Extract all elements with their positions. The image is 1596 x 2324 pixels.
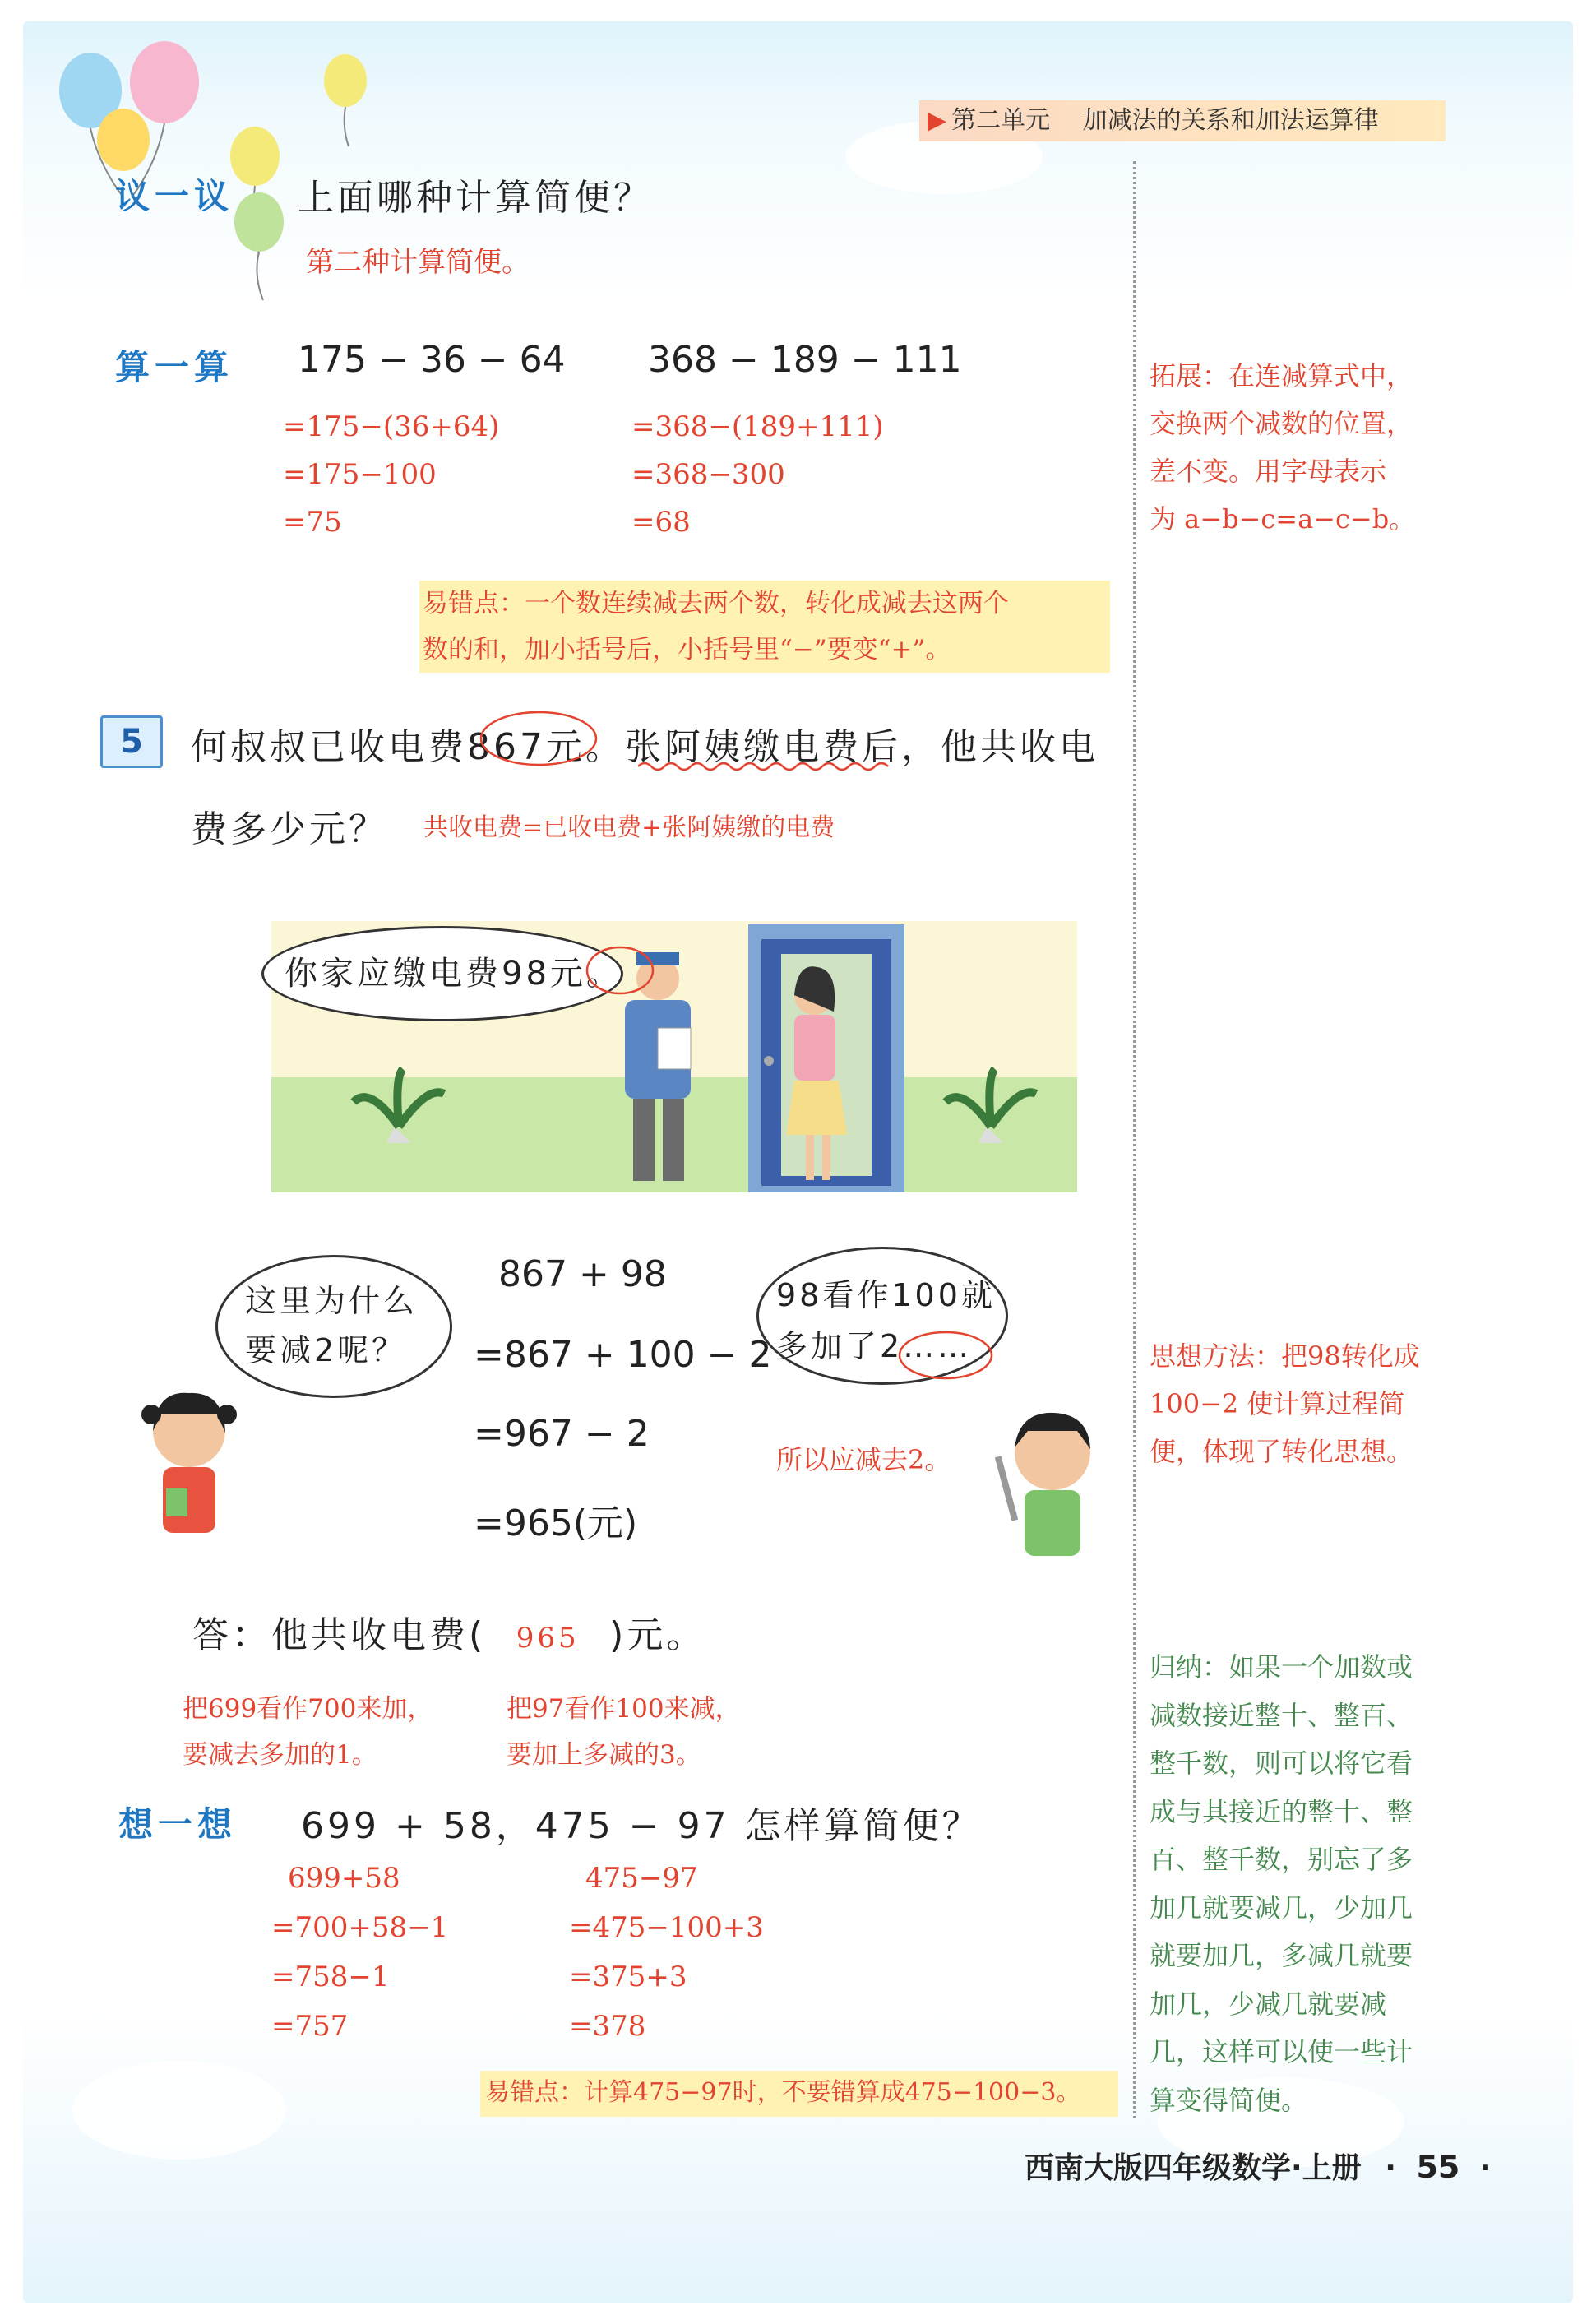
yellow-balloon-decoration [321, 49, 370, 148]
answer-line [192, 1605, 705, 1658]
note-line: 拓展：在连减算式中， [1150, 360, 1413, 391]
answer-prefix: 答：他共收电费( [192, 1614, 487, 1656]
work-line: 699+58 [288, 1862, 400, 1895]
think-note-2 [507, 1686, 741, 1778]
work-line: =758−1 [271, 1961, 390, 1993]
note-line: 成与其接近的整十、整 [1150, 1795, 1413, 1827]
speech-line: 多加了2…… [776, 1328, 973, 1364]
calc-work-2 [631, 403, 884, 546]
circled-value-mark [585, 937, 659, 1003]
note-line: 交换两个减数的位置， [1150, 408, 1413, 439]
note-line: 把97看作100来减， [507, 1694, 741, 1724]
girl-figure [132, 1382, 247, 1546]
calc-label: 算一算 [115, 347, 234, 387]
circled-value-mark [896, 1327, 995, 1385]
margin-divider [1133, 161, 1136, 2118]
circled-value-mark [477, 707, 600, 773]
work-line: =368−300 [631, 458, 785, 491]
calc-expr-1: 175 − 36 − 64 [298, 339, 566, 381]
note-line: 几，这样可以使一些计 [1150, 2036, 1413, 2067]
speech-line: 这里为什么 [245, 1283, 419, 1319]
think-question: 699 + 58，475 − 97 怎样算简便？ [301, 1805, 982, 1847]
answer-value: 965 [516, 1622, 580, 1655]
problem-text-line-2: 费多少元？ [191, 808, 388, 850]
work-line: =175−(36+64) [283, 410, 500, 443]
note-line: 百、整千数，别忘了多 [1150, 1844, 1413, 1875]
work-line: =700+58−1 [271, 1911, 449, 1944]
problem-hint: 共收电费=已收电费+张阿姨缴的电费 [423, 813, 835, 842]
green-balloon-decoration [230, 189, 288, 304]
side-note-expand [1150, 352, 1415, 543]
note-line: 算变得简便。 [1150, 2084, 1308, 2116]
page-number: 55 [1416, 2149, 1460, 2185]
side-note-summary [1150, 1643, 1413, 2124]
work-line: 475−97 [585, 1862, 698, 1895]
note-line: 减数接近整十、整百、 [1150, 1699, 1413, 1731]
book-title: 西南大版四年级数学·上册 [1025, 2151, 1362, 2185]
calc-mistake-note [423, 581, 1009, 673]
note-line: 要减去多加的1。 [183, 1740, 377, 1770]
unit-name: 第二单元 [951, 106, 1051, 135]
problem-work-line: 867 + 98 [498, 1253, 667, 1295]
think-work-2 [569, 1854, 764, 2051]
note-line: 把699看作700来加， [183, 1694, 433, 1724]
note-line: 整千数，则可以将它看 [1150, 1748, 1413, 1779]
note-line: 为 a−b−c=a−c−b。 [1150, 503, 1416, 535]
work-line: =375+3 [569, 1961, 687, 1993]
work-line: =757 [271, 2010, 349, 2043]
discuss-question: 上面哪种计算简便？ [298, 177, 653, 219]
work-line: =475−100+3 [569, 1911, 764, 1944]
boy-figure [987, 1398, 1110, 1571]
unit-topic: 加减法的关系和加法运算律 [1082, 106, 1379, 135]
mistake-line: 易错点：一个数连续减去两个数，转化成减去这两个 [423, 589, 1009, 618]
calc-work-1 [283, 403, 499, 546]
answer-suffix: )元。 [609, 1614, 706, 1656]
note-line: 加几，少减几就要减 [1150, 1988, 1387, 2020]
work-line: =378 [569, 2010, 646, 2043]
note-line: 要加上多减的3。 [507, 1740, 701, 1770]
boy-note: 所以应减去2。 [776, 1444, 951, 1475]
think-note-1 [183, 1686, 433, 1778]
work-line: =175−100 [283, 458, 437, 491]
note-line: 100−2 使计算过程简 [1150, 1388, 1405, 1419]
think-label: 想一想 [118, 1804, 238, 1845]
problem-work-line: =967 − 2 [474, 1413, 650, 1455]
think-work-1 [271, 1854, 448, 2051]
cloud-decoration [72, 2061, 286, 2160]
note-line: 归纳：如果一个加数或 [1150, 1651, 1413, 1683]
note-line: 思想方法：把98转化成 [1150, 1340, 1420, 1372]
wavy-underline [638, 760, 893, 773]
speech-line: 98看作100就 [776, 1277, 996, 1313]
discuss-label: 议一议 [115, 176, 234, 216]
side-note-method [1150, 1332, 1420, 1475]
work-line: =368−(189+111) [631, 410, 884, 443]
girl-speech-text [245, 1276, 418, 1375]
mistake-line: 数的和，加小括号后，小括号里“−”要变“+”。 [423, 635, 951, 664]
speech-line: 要减2呢？ [245, 1332, 407, 1368]
note-line: 就要加几，多减几就要 [1150, 1940, 1413, 1971]
problem-number-badge: 5 [100, 715, 163, 768]
problem-work-line: =965(元) [474, 1502, 638, 1544]
triangle-icon: ▶ [928, 106, 947, 135]
speech-text: 你家应缴电费98元。 [285, 955, 622, 993]
note-line: 差不变。用字母表示 [1150, 456, 1387, 487]
note-line: 加几就要减几，少加几 [1150, 1891, 1413, 1924]
work-line: =75 [283, 506, 342, 539]
think-mistake-note: 易错点：计算475−97时，不要错算成475−100−3。 [485, 2078, 1081, 2107]
page-footer: 西南大版四年级数学·上册 · 55 · [1025, 2149, 1492, 2185]
problem-work-line: =867 + 100 − 2 [474, 1334, 772, 1376]
work-line: =68 [631, 506, 691, 539]
discuss-answer: 第二种计算简便。 [306, 246, 530, 279]
note-line: 便，体现了转化思想。 [1150, 1436, 1413, 1467]
unit-header [919, 100, 1446, 141]
calc-expr-2: 368 − 189 − 111 [648, 339, 962, 381]
problem-text-line-1: 何叔叔已收电费867元。张阿姨缴电费后，他共收电 [191, 726, 1099, 768]
